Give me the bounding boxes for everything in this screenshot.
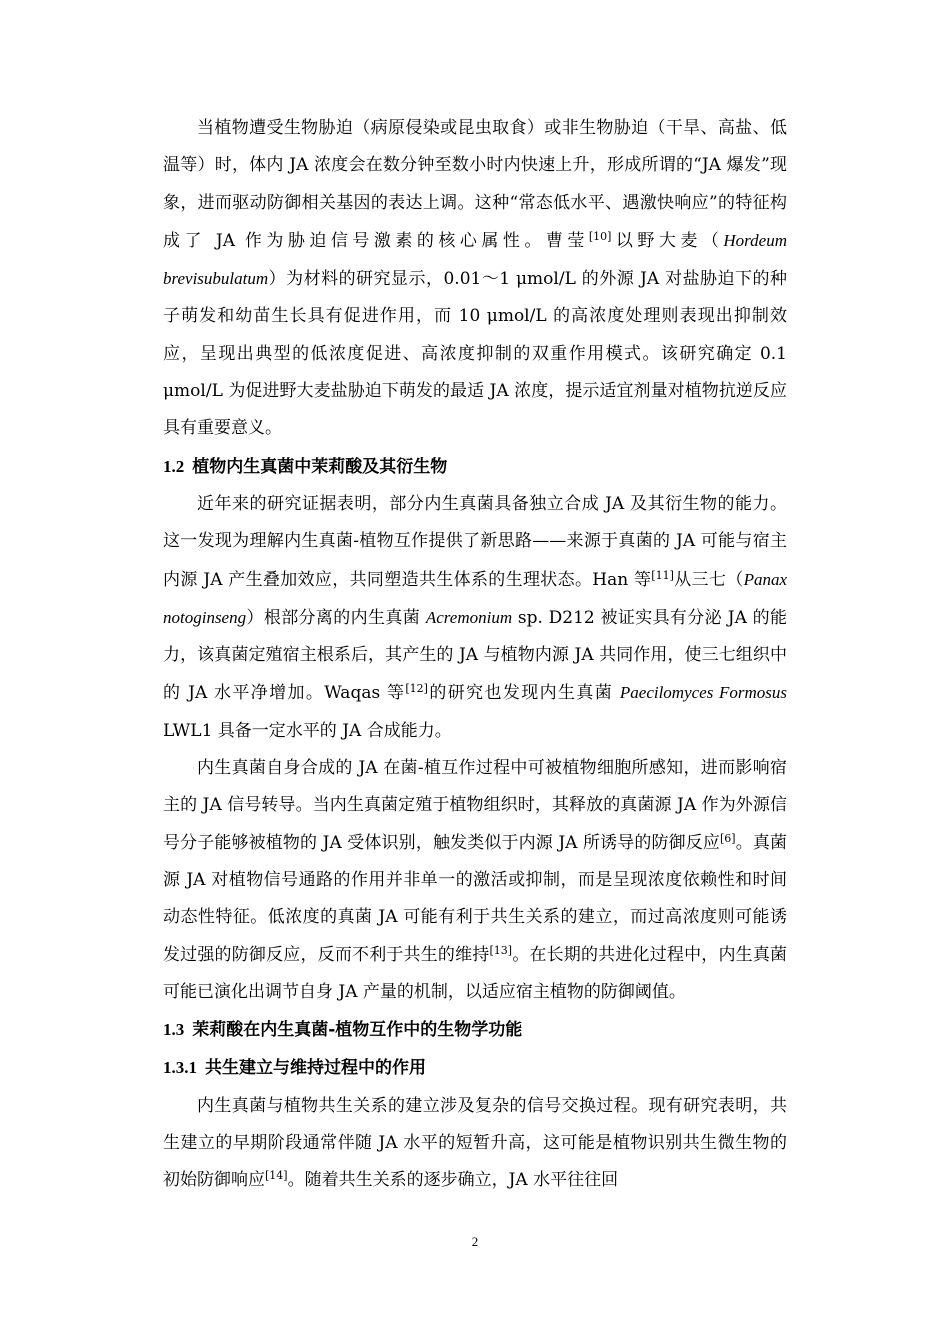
text-run: 。随着共生关系的逐步确立，JA 水平往往回 bbox=[287, 1170, 619, 1191]
section-heading bbox=[163, 448, 787, 486]
citation: [11] bbox=[651, 568, 674, 582]
text-run: 内生真菌自身合成的 JA 在菌-植互作过程中可被植物细胞所感知，进而影响宿主的 JA 信号转导。当内生真菌定殖于植物组织时，其释放的真菌源 JA 作为外源信号分子能够被植物的 JA 受体识别，触发类似于内源 JA 所诱导的防御反应 bbox=[163, 758, 787, 853]
text-run: 的研究也发现内生真菌 bbox=[427, 683, 620, 704]
text-run: LWL1 具备一定水平的 JA 合成能力。 bbox=[163, 720, 452, 741]
text-run: 以野大麦（ bbox=[611, 230, 724, 251]
text-run: sp. D212 被证实具有分泌 JA 的能力，该真菌定殖宿主根系后，其产生的 JA 与植物内源 JA 共同作用，使三七组织中的 JA 水平净增加。Waqas 等 bbox=[163, 607, 788, 704]
text-run: 当植物遭受生物胁迫（病原侵染或昆虫取食）或非生物胁迫（干旱、高盐、低温等）时，体内 JA 浓度会在数分钟至数小时内快速上升，形成所谓的“JA 爆发”现象，进而驱动防御相关基因的表达上调。这种“常态低水平、遇激快响应”的特征构成了 JA 作为胁迫信号激素的核心属性。曹莹 bbox=[163, 118, 787, 251]
text-run: ）根部分离的内生真菌 bbox=[246, 607, 426, 628]
section-title: 茉莉酸在内生真菌-植物互作中的生物学功能 bbox=[192, 1020, 523, 1041]
text-run: 内生真菌与植物共生关系的建立涉及复杂的信号交换过程。现有研究表明，共生建立的早期阶段通常伴随 JA 水平的短暂升高，这可能是植物识别共生微生物的初始防御响应 bbox=[163, 1095, 787, 1191]
section-heading bbox=[163, 1011, 787, 1049]
section-number: 1.2 bbox=[163, 456, 185, 476]
citation: [14] bbox=[265, 1169, 288, 1183]
subsection-heading bbox=[163, 1049, 787, 1087]
subsection-title: 共生建立与维持过程中的作用 bbox=[205, 1058, 426, 1079]
paragraph bbox=[163, 486, 787, 750]
subsection-number: 1.3.1 bbox=[163, 1058, 197, 1078]
paragraph bbox=[163, 110, 787, 448]
citation: [12] bbox=[405, 682, 428, 696]
text-run: 。在长期的共进化过程中，内生真菌可能已演化出调节自身 JA 产量的机制，以适应宿主植物的防御阈值。 bbox=[163, 944, 788, 1002]
section-title: 植物内生真菌中茉莉酸及其衍生物 bbox=[192, 456, 448, 477]
text-run: 近年来的研究证据表明，部分内生真菌具备独立合成 JA 及其衍生物的能力。这一发现为理解内生真菌-植物互作提供了新思路——来源于真菌的 JA 可能与宿主内源 JA 产生叠加效应，共同塑造共生体系的生理状态。Han 等 bbox=[163, 493, 787, 590]
species-name: Panax notoginseng bbox=[163, 569, 788, 627]
species-name: Hordeum brevisubulatum bbox=[163, 230, 787, 289]
page-number: 2 bbox=[471, 1234, 479, 1249]
species-name: Paecilomyces Formosus bbox=[619, 683, 787, 703]
paragraph bbox=[163, 750, 787, 1011]
text-run: ）为材料的研究显示，0.01～1 μmol/L 的外源 JA 对盐胁迫下的种子萌发和幼苗生长具有促进作用，而 10 μmol/L 的高浓度处理则表现出抑制效应，呈现出典型的低浓度促进、高浓度抑制的双重作用模式。该研究确定 0.1 μmol/L 为促进野大麦盐胁迫下萌发的最适 JA 浓度，提示适宜剂量对植物抗逆反应具有重要意义。 bbox=[163, 269, 787, 439]
citation: [6] bbox=[720, 831, 736, 845]
body-text bbox=[163, 110, 787, 1200]
citation: [13] bbox=[489, 943, 513, 957]
paragraph bbox=[163, 1088, 787, 1200]
section-number: 1.3 bbox=[163, 1020, 185, 1040]
text-run: 。真菌源 JA 对植物信号通路的作用并非单一的激活或抑制，而是呈现浓度依赖性和时间动态性特征。低浓度的真菌 JA 可能有利于共生关系的建立，而过高浓度则可能诱发过强的防御反应，反而不利于共生的维持 bbox=[163, 832, 787, 965]
citation: [10] bbox=[588, 229, 612, 243]
species-name: Acremonium bbox=[425, 607, 513, 627]
text-run: 从三七（ bbox=[673, 569, 744, 590]
